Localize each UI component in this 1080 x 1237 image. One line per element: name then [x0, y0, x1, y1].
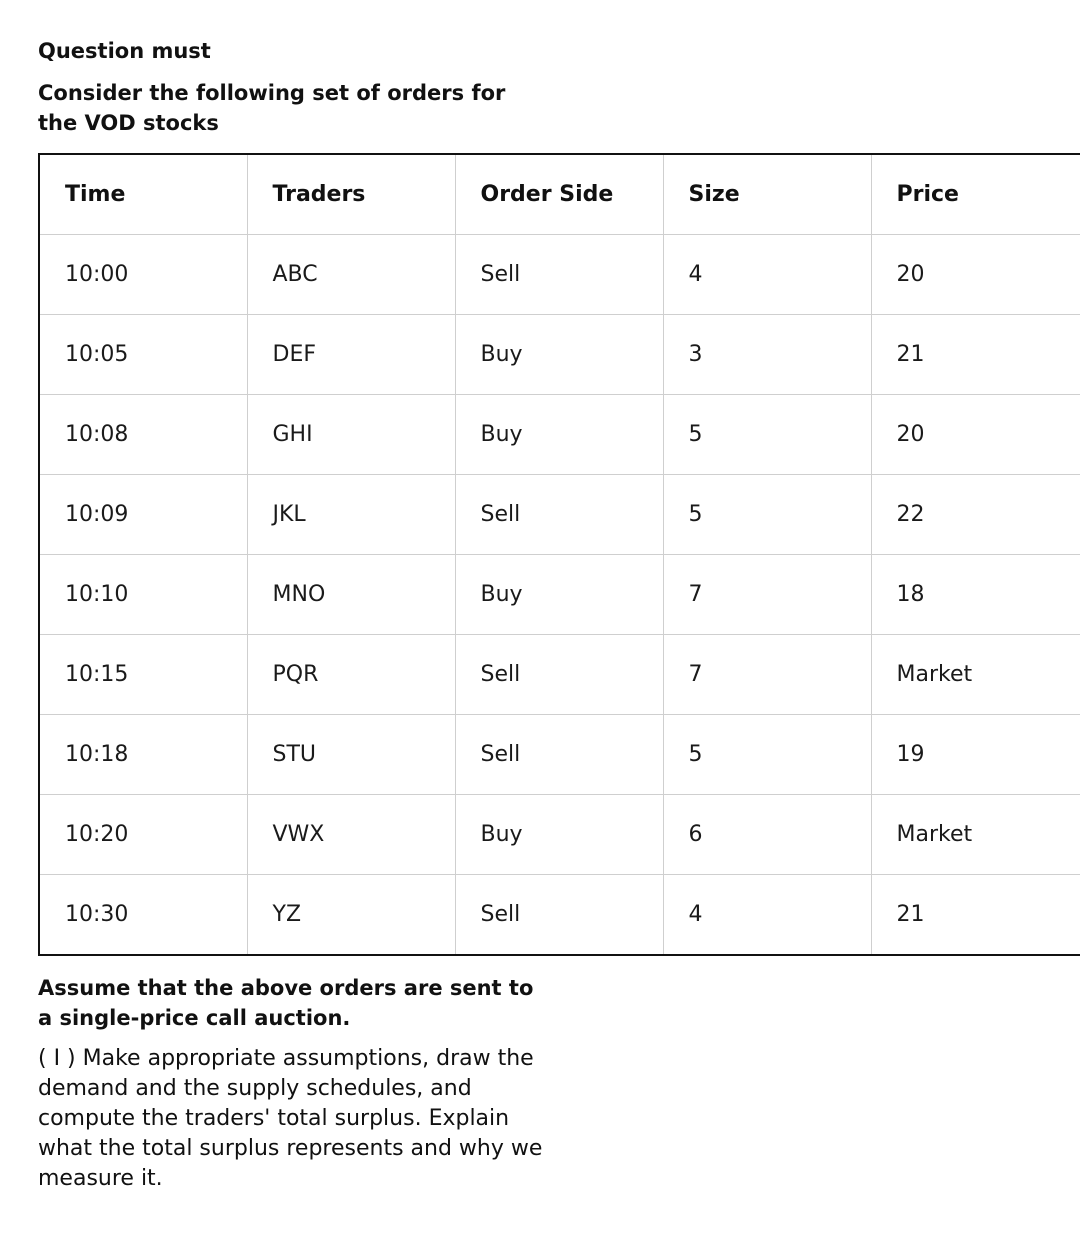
cell-price: 22 — [871, 475, 1080, 555]
cell-order-side: Sell — [455, 235, 663, 315]
cell-price: Market — [871, 635, 1080, 715]
table-row — [39, 875, 1080, 956]
cell-time: 10:00 — [39, 235, 247, 315]
cell-size: 4 — [663, 235, 871, 315]
cell-price: 21 — [871, 875, 1080, 956]
cell-size: 7 — [663, 635, 871, 715]
table-row — [39, 795, 1080, 875]
header-price: Price — [871, 154, 1080, 235]
cell-size: 6 — [663, 795, 871, 875]
table-row — [39, 475, 1080, 555]
header-order-side: Order Side — [455, 154, 663, 235]
table-row — [39, 315, 1080, 395]
cell-size: 4 — [663, 875, 871, 956]
question-part-1: ( I ) Make appropriate assumptions, draw the demand and the supply schedules, and compute the traders' total surplus. Explain what the total surplus represents and why we measure it. — [38, 1046, 543, 1191]
cell-trader: YZ — [247, 875, 455, 956]
cell-price: 20 — [871, 235, 1080, 315]
cell-trader: ABC — [247, 235, 455, 315]
cell-time: 10:09 — [39, 475, 247, 555]
cell-trader: DEF — [247, 315, 455, 395]
question-intro: Consider the following set of orders for the VOD stocks — [38, 81, 506, 135]
cell-trader: STU — [247, 715, 455, 795]
cell-trader: PQR — [247, 635, 455, 715]
cell-price: Market — [871, 795, 1080, 875]
cell-order-side: Buy — [455, 795, 663, 875]
cell-time: 10:05 — [39, 315, 247, 395]
cell-size: 5 — [663, 395, 871, 475]
cell-trader: JKL — [247, 475, 455, 555]
question-title: Question must — [38, 39, 211, 63]
cell-time: 10:30 — [39, 875, 247, 956]
cell-size: 3 — [663, 315, 871, 395]
cell-price: 18 — [871, 555, 1080, 635]
cell-order-side: Buy — [455, 555, 663, 635]
table-row — [39, 715, 1080, 795]
cell-order-side: Sell — [455, 875, 663, 956]
header-time: Time — [39, 154, 247, 235]
header-size: Size — [663, 154, 871, 235]
cell-order-side: Buy — [455, 315, 663, 395]
header-traders: Traders — [247, 154, 455, 235]
cell-time: 10:18 — [39, 715, 247, 795]
cell-trader: VWX — [247, 795, 455, 875]
cell-time: 10:20 — [39, 795, 247, 875]
cell-size: 5 — [663, 475, 871, 555]
cell-order-side: Sell — [455, 715, 663, 795]
cell-time: 10:15 — [39, 635, 247, 715]
cell-order-side: Sell — [455, 635, 663, 715]
orders-table — [38, 153, 1080, 956]
cell-price: 19 — [871, 715, 1080, 795]
table-row — [39, 555, 1080, 635]
cell-time: 10:08 — [39, 395, 247, 475]
question-assumption: Assume that the above orders are sent to a single-price call auction. — [38, 976, 534, 1030]
table-row — [39, 235, 1080, 315]
table-row — [39, 395, 1080, 475]
cell-price: 20 — [871, 395, 1080, 475]
cell-order-side: Buy — [455, 395, 663, 475]
cell-trader: GHI — [247, 395, 455, 475]
table-row — [39, 635, 1080, 715]
cell-size: 5 — [663, 715, 871, 795]
cell-trader: MNO — [247, 555, 455, 635]
cell-order-side: Sell — [455, 475, 663, 555]
cell-price: 21 — [871, 315, 1080, 395]
cell-size: 7 — [663, 555, 871, 635]
table-header-row — [39, 154, 1080, 235]
cell-time: 10:10 — [39, 555, 247, 635]
